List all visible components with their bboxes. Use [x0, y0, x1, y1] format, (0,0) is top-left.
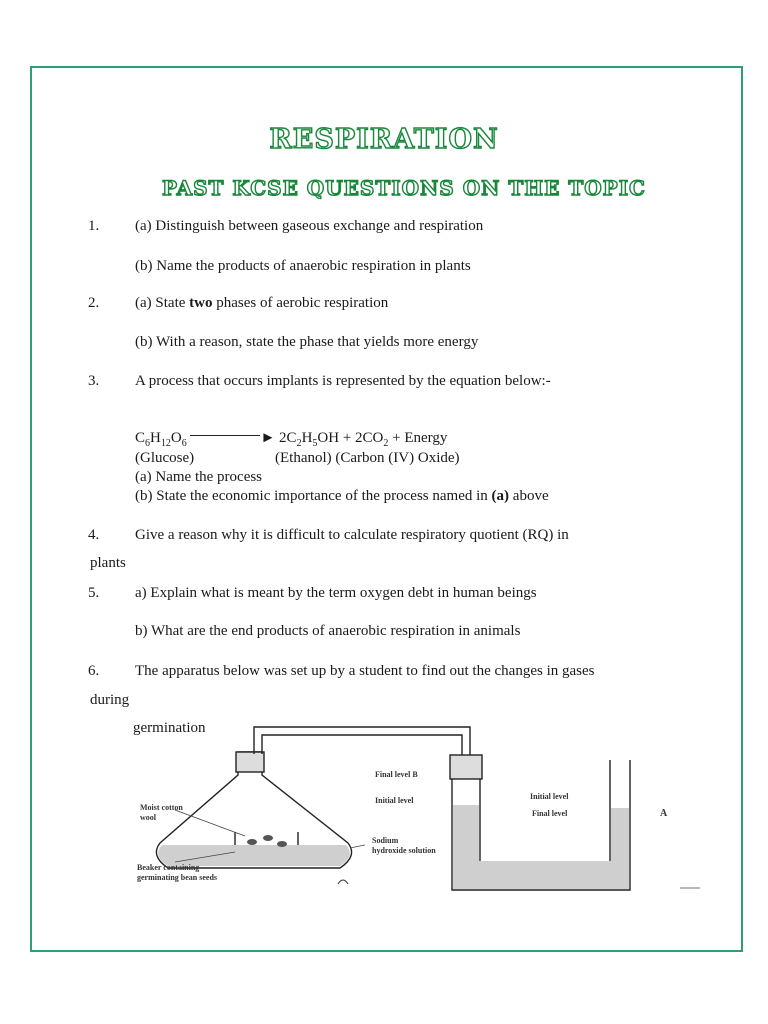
label-final-level-b: Final level B [375, 770, 418, 779]
label-beaker: Beaker containing [137, 863, 200, 872]
question-6-text: The apparatus below was set up by a student to find out the changes in gases [135, 663, 595, 679]
question-6-germination: germination [133, 720, 206, 736]
delivery-tube [254, 727, 470, 762]
label-initial-level-left: Initial level [375, 796, 414, 805]
question-2b: (b) With a reason, state the phase that yields more energy [135, 334, 479, 350]
pointer-line [175, 810, 245, 836]
question-5-number: 5. [88, 585, 100, 601]
question-3-number: 3. [88, 373, 100, 389]
flask-stopper [236, 752, 264, 772]
u-tube-stopper [450, 755, 482, 779]
label-wool: wool [140, 813, 156, 822]
pointer-line [350, 845, 365, 848]
label-moist-cotton: Moist cotton [140, 803, 183, 812]
question-1a: (a) Distinguish between gaseous exchange and respiration [135, 218, 484, 234]
question-4-continuation: plants [90, 555, 126, 571]
equation-reactant-name: (Glucose) [135, 450, 195, 466]
question-2a: (a) State two phases of aerobic respiration [135, 295, 389, 311]
question-6-number: 6. [88, 663, 100, 679]
label-sodium: Sodium [372, 836, 399, 845]
question-3b: (b) State the economic importance of the process named in (a) above [135, 488, 549, 504]
question-1b: (b) Name the products of anaerobic respiration in plants [135, 258, 471, 274]
equation-product-names: (Ethanol) (Carbon (IV) Oxide) [275, 450, 460, 466]
label-hydroxide: hydroxide solution [372, 846, 436, 855]
bean-seed [263, 835, 273, 841]
question-4-text: Give a reason why it is difficult to calculate respiratory quotient (RQ) in [135, 527, 569, 543]
page-subtitle: PAST KCSE QUESTIONS ON THE TOPIC [162, 176, 646, 200]
question-3-text: A process that occurs implants is represented by the equation below:- [135, 373, 551, 389]
bean-seed [247, 839, 257, 845]
chemical-equation: $C_6H_{12}O_6$ ► $2C_2H_5OH + 2CO_2$ + Energy [135, 430, 448, 449]
question-5a: a) Explain what is meant by the term oxygen debt in human beings [135, 585, 537, 601]
page-title: RESPIRATION [269, 124, 499, 155]
bean-seed [277, 841, 287, 847]
label-a: A [660, 808, 668, 819]
label-germinating-seeds: germinating bean seeds [137, 873, 217, 882]
label-initial-level-right: Initial level [530, 792, 569, 801]
question-3a: (a) Name the process [135, 469, 263, 485]
question-6-continuation: during [90, 692, 130, 708]
bottom-arc [338, 880, 348, 884]
question-2-number: 2. [88, 295, 100, 311]
question-5b: b) What are the end products of anaerobic respiration in animals [135, 623, 521, 639]
question-4-number: 4. [88, 527, 100, 543]
label-final-level-right: Final level [532, 809, 568, 818]
question-1-number: 1. [88, 218, 100, 234]
